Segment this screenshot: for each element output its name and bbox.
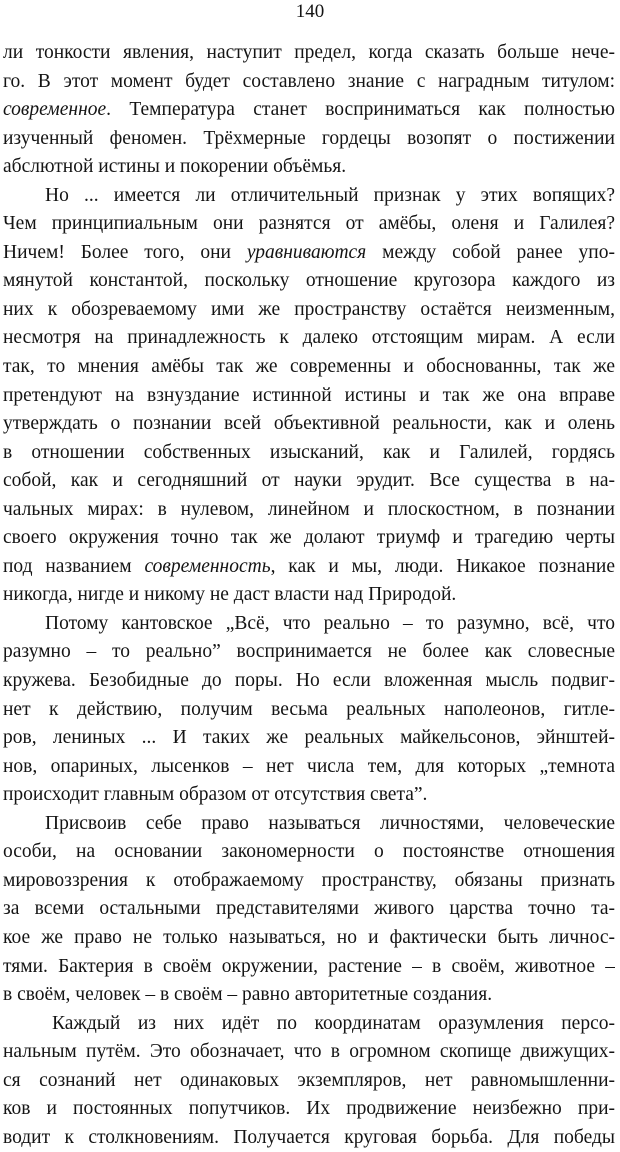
text-segment: чальных мирах: в нулевом, линейном и плоскостном, в познании [3,498,615,520]
text-line [3,239,615,268]
text-line [3,838,615,867]
text-line [3,638,615,667]
text-line [3,867,615,896]
text-segment: , как и мы, люди. Никакое познание [270,555,615,577]
text-segment: Каждый из них идёт по координатам оразумления персо- [52,1012,615,1034]
text-line [3,895,615,924]
text-line [3,667,615,696]
text-line [3,581,615,610]
text-segment: нальным путём. Это обозначает, что в огромном скопище движущих- [3,1041,615,1063]
text-line [3,210,615,239]
text-segment: водит к столкновениям. Получается круговая борьба. Для победы [3,1126,615,1148]
body-text [3,39,615,1152]
text-line [3,1067,615,1096]
text-segment: ков и постоянных попутчиков. Их продвижение неизбежно при- [3,1098,615,1120]
text-segment: . Температура станет восприниматься как полностью [106,99,615,121]
text-segment: изученный феномен. Трёхмерные гордецы возопят о постижении [3,127,615,149]
text-segment: нов, опариных, лысенков – нет числа тем, для которых „темнота [3,755,615,777]
text-line [3,810,615,839]
text-line [3,267,615,296]
text-line [3,696,615,725]
text-segment: собой, как и сегодняшний от науки эрудит. Все существа в на- [3,470,615,492]
text-segment: абслютной истины и покорении объёмья. [3,156,347,178]
italic-text: современное [3,99,107,121]
text-line [3,153,615,182]
text-line [3,1038,615,1067]
text-segment: претендуют на взнуздание истинной истины и так же она вправе [3,384,615,406]
text-segment: кружева. Безобидные до поры. Но если вложенная мысль подвиг- [3,670,615,692]
text-segment: Ничем! Более того, они [3,241,247,263]
text-segment: ся сознаний нет одинаковых экземпляров, нет равномышленни- [3,1069,615,1091]
text-segment: го. В этот момент будет составлено знание с наградным титулом: [3,70,615,92]
text-line [3,125,615,154]
text-segment: под названием [3,555,145,577]
text-line [3,781,615,810]
text-line [3,353,615,382]
text-segment: особи, на основании закономерности о постоянстве отношения [3,841,615,863]
text-segment: Потому кантовское „Всё, что реально – то разумно, всё, что [45,612,615,634]
text-segment: нет к действию, получим весьма реальных наполеонов, гитле- [3,698,615,720]
text-line [3,610,615,639]
text-line [3,1095,615,1124]
text-segment: кое же право не только называться, но и фактически быть личнос- [3,926,615,948]
text-segment: мянутой константой, поскольку отношение кругозора каждого из [3,270,615,292]
text-line [3,39,615,68]
text-segment: Но ... имеется ли отличительный признак у этих вопящих? [45,184,615,206]
text-line [3,953,615,982]
text-segment: за всеми остальными представителями живого царства точно та- [3,898,615,920]
text-segment: несмотря на принадлежность к далеко отстоящим мирам. А если [3,327,615,349]
italic-text: современность [144,555,271,577]
text-line [3,724,615,753]
text-line [3,296,615,325]
text-segment: тями. Бактерия в своём окружении, растение – в своём, животное – [3,955,615,977]
text-segment: в отношении собственных изысканий, как и Галилей, гордясь [3,441,615,463]
text-line [3,753,615,782]
text-segment: них к обозреваемому ими же пространству остаётся неизменным, [3,298,615,320]
text-line [3,1124,615,1152]
text-line [3,496,615,525]
text-line [3,96,615,125]
text-segment: между собой ранее упо- [366,241,615,263]
text-line [3,182,615,211]
text-segment: в своём, человек – в своём – равно авторитетные создания. [3,984,493,1006]
text-segment: никогда, нигде и никому не даст власти над Природой. [3,584,457,606]
text-line [3,1010,615,1039]
text-segment: Присвоив себе право называться личностями, человеческие [45,812,615,834]
text-segment: происходит главным образом от отсутствия света”. [3,784,428,806]
text-line [3,439,615,468]
text-segment: своего окружения точно так же долают триумф и трагедию черты [3,527,615,549]
text-segment: утверждать о познании всей объективной реальности, как и олень [3,413,615,435]
text-line [3,382,615,411]
text-line [3,68,615,97]
text-segment: ли тонкости явления, наступит предел, когда сказать больше нече- [3,42,615,63]
text-segment: так, то мнения амёбы так же современны и обоснованны, так же [3,356,615,378]
text-segment: ров, лениных ... И таких же реальных майкельсонов, эйнштей- [3,727,615,749]
page-number: 140 [295,1,325,22]
text-segment: мировоззрения к отображаемому пространству, обязаны признать [3,869,615,891]
italic-text: уравниваются [246,241,367,263]
text-line [3,410,615,439]
text-line [3,981,615,1010]
text-segment: разумно – то реально” воспринимается не более как словесные [3,641,615,663]
text-line [3,524,615,553]
text-line [3,324,615,353]
text-line [3,553,615,582]
text-segment: Чем принципиальным они разнятся от амёбы, оленя и Галилея? [3,213,615,235]
text-line [3,924,615,953]
text-line [3,467,615,496]
